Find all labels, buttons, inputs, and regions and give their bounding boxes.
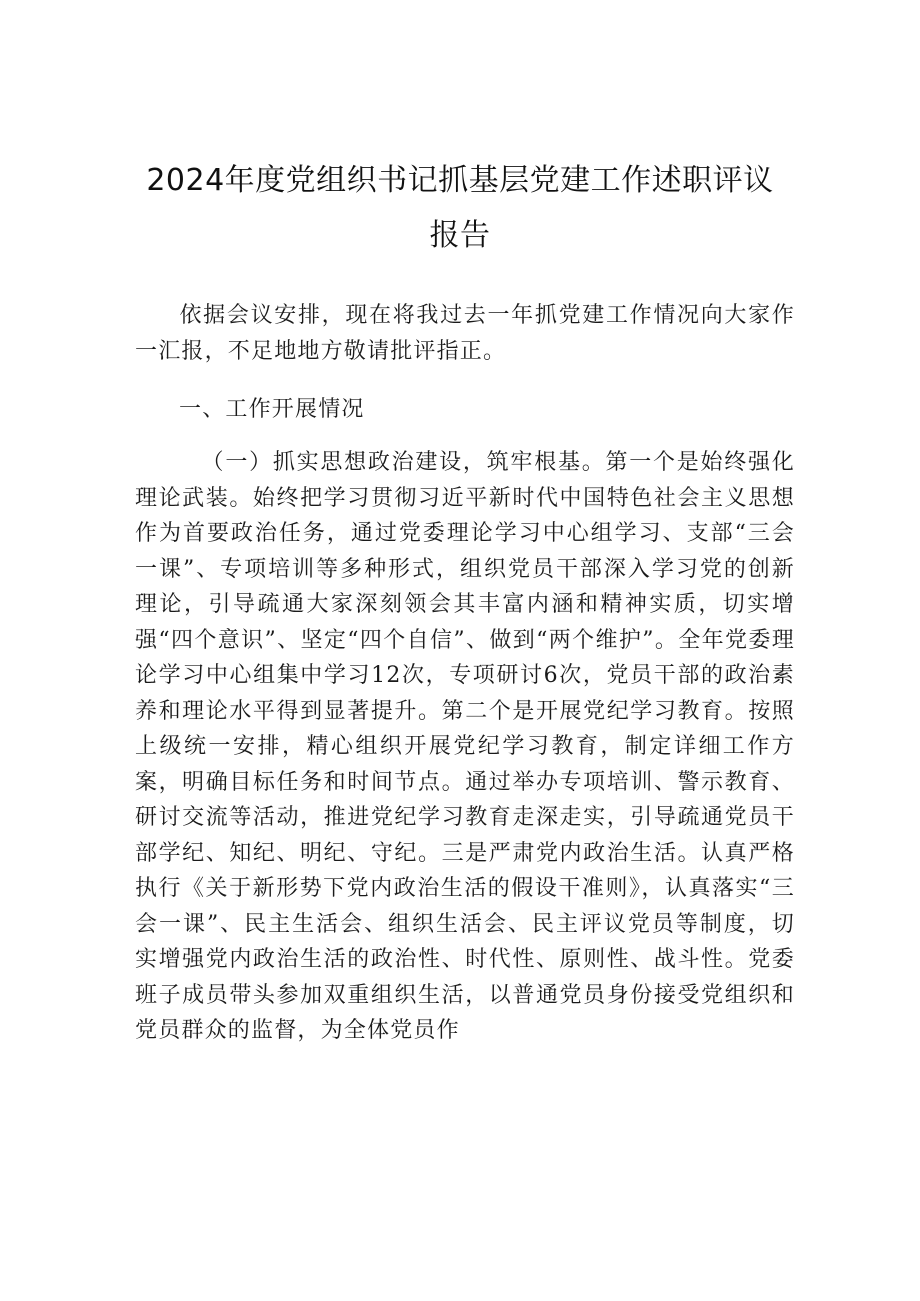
section-heading-text: 一、工作开展情况 bbox=[179, 397, 365, 422]
body-paragraph-text: （一）抓实思想政治建设，筑牢根基。第一个是始终强化理论武装。始终把学习贯彻习近平新时代中国特色社会主义思想作为首要政治任务，通过党委理论学习中心组学习、支部“三会一课”、专项培训等多种形式，组织党员干部深入学习党的创新理论，引导疏通大家深刻领会其丰富内涵和精神实质，切实增强“四个意识”、坚定“四个自信”、做到“两个维护”。全年党委理论学习中心组集中学习12次，专项研讨6次，党员干部的政治素养和理论水平得到显著提升。第二个是开展党纪学习教育。按照上级统一安排，精心组织开展党纪学习教育，制定详细工作方案，明确目标任务和时间节点。通过举办专项培训、警示教育、研讨交流等活动，推进党纪学习教育走深走实，引导疏通党员干部学纪、知纪、明纪、守纪。三是严肃党内政治生活。认真严格执行《关于新形势下党内政治生活的假设干准则》，认真落实“三会一课”、民主生活会、组织生活会、民主评议党员等制度，切实增强党内政治生活的政治性、时代性、原则性、战斗性。党委班子成员带头参加双重组织生活，以普通党员身份接受党组织和党员群众的监督，为全体党员作 bbox=[135, 450, 795, 1043]
intro-paragraph bbox=[135, 298, 795, 369]
document-title: 2024年度党组织书记抓基层党建工作述职评议 bbox=[146, 163, 774, 198]
document-title-continued: 报告 bbox=[429, 218, 491, 253]
body-paragraph bbox=[135, 445, 795, 1049]
intro-text: 依据会议安排，现在将我过去一年抓党建工作情况向大家作一汇报，不足地地方敬请批评指正。 bbox=[135, 303, 795, 364]
section-heading bbox=[135, 392, 795, 428]
